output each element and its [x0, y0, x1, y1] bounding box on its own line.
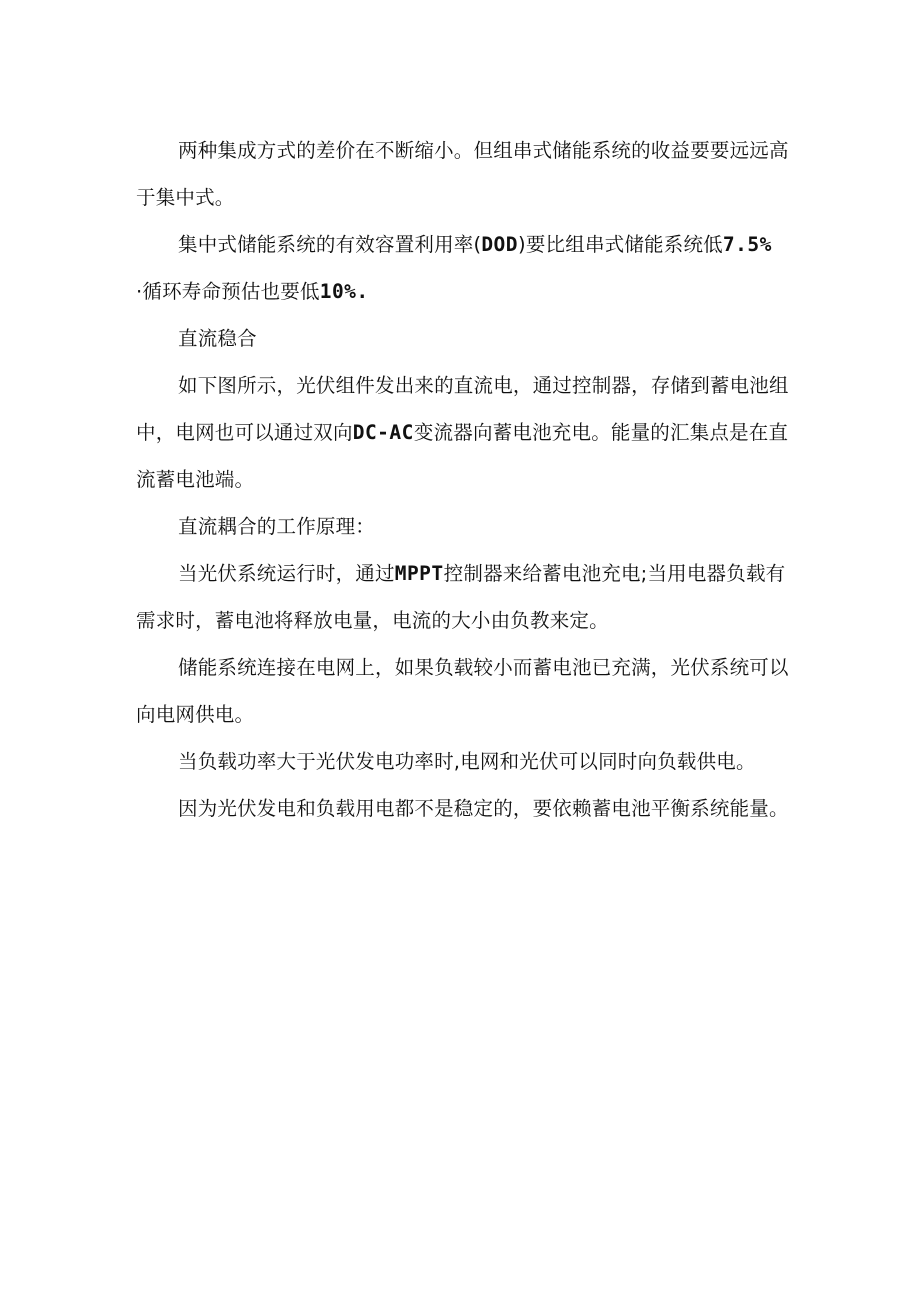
paragraph-text: 储能系统连接在电网上，如果负载较小而蓄电池已充满，光伏系统可以向电网供电。 [136, 656, 789, 726]
paragraph-dc-coupling-description [136, 362, 791, 503]
paragraph-text: 两种集成方式的差价在不断缩小。但组串式储能系统的收益要要远远高于集中式。 [136, 139, 789, 209]
document-body [136, 127, 791, 832]
paragraph-cost-comparison [136, 127, 791, 221]
paragraph-load-supply [136, 738, 791, 785]
paragraph-text: 当负载功率大于光伏发电功率时,电网和光伏可以同时向负载供电。 [178, 750, 756, 773]
heading-text: 直流稳合 [178, 327, 257, 350]
dod-percent-value: 7.5% [722, 233, 772, 256]
dc-ac-term: DC-AC [352, 421, 414, 444]
cycle-life-percent-value: 10%. [319, 280, 369, 303]
section-heading-working-principle [136, 503, 791, 550]
dod-term: DOD [481, 233, 519, 256]
paragraph-grid-connection [136, 644, 791, 738]
paragraph-text: 集中式储能系统的有效容置利用率( [178, 233, 482, 256]
paragraph-text: 控制器来给蓄电池充电;当用电器负载有需求时，蓄电池将释放电量，电流的大小由负教来定。 [136, 562, 786, 632]
paragraph-text: )要比组串式储能系统低 [518, 233, 723, 256]
paragraph-text: 当光伏系统运行时，通过 [178, 562, 395, 585]
paragraph-text: 因为光伏发电和负载用电都不是稳定的，要依赖蓄电池平衡系统能量。 [178, 797, 789, 820]
paragraph-dod-comparison [136, 221, 791, 315]
section-heading-dc-coupling [136, 315, 791, 362]
heading-text: 直流耦合的工作原理： [178, 515, 376, 538]
mppt-term: MPPT [394, 562, 444, 585]
paragraph-text: 变流器向蓄电池充电。能量的汇集点是在直流蓄电池端。 [136, 421, 789, 491]
paragraph-pv-operation [136, 550, 791, 644]
paragraph-battery-balance [136, 785, 791, 832]
paragraph-text: 如下图所示，光伏组件发出来的直流电，通过控制器，存储到蓄电池组中，电网也可以通过双向 [136, 374, 789, 444]
paragraph-text: ·循环寿命预估也要低 [136, 280, 320, 303]
